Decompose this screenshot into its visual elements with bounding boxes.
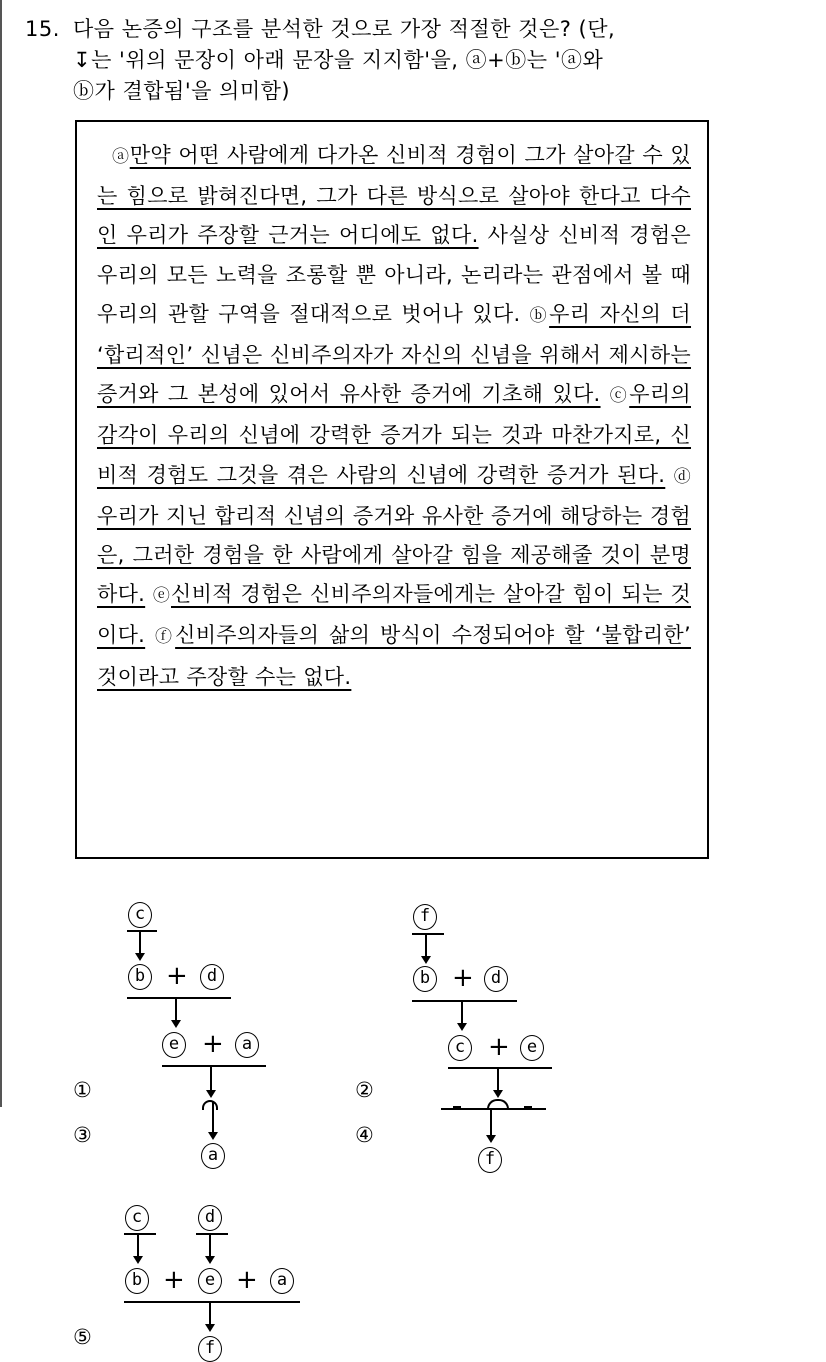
arrow-line bbox=[175, 998, 177, 1020]
bar bbox=[412, 1000, 517, 1002]
choice-2-label[interactable]: ② bbox=[355, 1078, 374, 1102]
arrow-line bbox=[497, 1068, 499, 1090]
question-number: 15. bbox=[25, 17, 60, 41]
node-d: d bbox=[200, 964, 224, 990]
choice-4-label[interactable]: ④ bbox=[355, 1123, 374, 1147]
arrow-line bbox=[210, 1066, 212, 1090]
marker-a: ⓐ bbox=[111, 147, 130, 167]
passage-box bbox=[75, 120, 709, 859]
arrow-down-icon bbox=[205, 1256, 215, 1264]
page-margin-rule bbox=[0, 0, 2, 1107]
node-f: f bbox=[478, 1147, 502, 1173]
node-a: a bbox=[235, 1032, 259, 1058]
node-c: c bbox=[125, 1205, 149, 1231]
plus-sign: + bbox=[236, 1265, 258, 1295]
node-c: c bbox=[128, 902, 152, 928]
arrow-down-icon bbox=[171, 1020, 181, 1028]
node-b: b bbox=[128, 964, 152, 990]
bar bbox=[127, 930, 157, 932]
sentence-b: 우리 자신의 더 ‘합리적인’ 신념은 신비주의자가 자신의 신념을 위해서 제시하는 증거와 그 본성에 있어서 유사한 증거에 기초해 있다. bbox=[97, 301, 692, 407]
plus-sign: + bbox=[166, 961, 188, 991]
arrow-down-icon bbox=[133, 1256, 143, 1264]
arrow-down-icon bbox=[486, 1135, 496, 1143]
sentence-d: 우리가 지닌 합리적 신념의 증거와 유사한 증거에 해당하는 경험은, 그러한 경험을 한 사람에게 살아갈 힘을 제공해줄 것이 분명하다. bbox=[97, 503, 691, 607]
question-line-3: ⓑ가 결합됨'을 의미함) bbox=[73, 79, 291, 103]
arrow-line bbox=[425, 934, 427, 956]
bar bbox=[448, 1067, 552, 1069]
arrow-down-icon bbox=[135, 953, 145, 961]
node-a: a bbox=[270, 1268, 294, 1294]
node-d: d bbox=[198, 1205, 222, 1231]
node-e: e bbox=[520, 1035, 544, 1061]
node-e: e bbox=[162, 1032, 186, 1058]
tick-mark bbox=[453, 1106, 461, 1109]
bar bbox=[412, 933, 444, 935]
node-b: b bbox=[125, 1268, 149, 1294]
arrow-down-icon bbox=[421, 956, 431, 964]
bar bbox=[124, 1301, 300, 1303]
arrow-line bbox=[212, 1102, 214, 1132]
choice-5-label[interactable]: ⑤ bbox=[73, 1325, 92, 1349]
plus-sign: + bbox=[202, 1029, 224, 1059]
marker-f: ⓕ bbox=[154, 627, 176, 648]
sentence-f: 신비주의자들의 삶의 방식이 수정되어야 할 ‘불합리한’ 것이라고 주장할 수는 없다. bbox=[97, 623, 691, 689]
node-d: d bbox=[484, 966, 508, 992]
node-f: f bbox=[198, 1336, 222, 1362]
arc-mark bbox=[202, 1100, 218, 1110]
marker-e: ⓔ bbox=[152, 586, 171, 607]
sentence-e: 신비적 경험은 신비주의자들에게는 살아갈 힘이 되는 것이다. bbox=[97, 582, 691, 648]
tick-mark bbox=[524, 1106, 532, 1109]
marker-d: ⓓ bbox=[673, 466, 691, 487]
arrow-down-icon bbox=[208, 1132, 218, 1140]
question-stem bbox=[25, 14, 805, 107]
arrow-line bbox=[461, 1001, 463, 1023]
arrow-line bbox=[209, 1302, 211, 1324]
bar bbox=[162, 1065, 266, 1067]
arrow-down-icon bbox=[457, 1023, 467, 1031]
passage-text bbox=[97, 136, 691, 697]
choice-3-label[interactable]: ③ bbox=[73, 1123, 92, 1147]
marker-b: ⓑ bbox=[529, 305, 550, 326]
plus-sign: + bbox=[163, 1265, 185, 1295]
marker-c: ⓒ bbox=[609, 386, 630, 407]
question-line-1: 15. 다음 논증의 구조를 분석한 것으로 가장 적절한 것은? (단, bbox=[25, 14, 805, 45]
node-c: c bbox=[448, 1035, 472, 1061]
arrow-line bbox=[137, 1234, 139, 1256]
choice-1-label[interactable]: ① bbox=[73, 1078, 92, 1102]
node-e: e bbox=[198, 1268, 222, 1294]
arrow-down-icon bbox=[493, 1090, 503, 1098]
sentence-c: 우리의 감각이 우리의 신념에 강력한 증거가 되는 것과 마찬가지로, 신비적 경험도 그것을 겪은 사람의 신념에 강력한 증거가 된다. bbox=[97, 382, 691, 487]
arrow-down-icon bbox=[205, 1324, 215, 1332]
arrow-down-icon bbox=[206, 1090, 216, 1098]
arrow-line bbox=[139, 931, 141, 953]
sentence-unmarked: 사실상 신비적 경험은 우리의 모든 노력을 조롱할 뿐 아니라, 논리라는 관점에서 볼 때 우리의 관할 구역을 절대적으로 벗어나 있다. bbox=[97, 223, 691, 326]
plus-sign: + bbox=[488, 1032, 510, 1062]
arrow-line bbox=[209, 1234, 211, 1256]
node-b: b bbox=[413, 966, 437, 992]
bar bbox=[127, 997, 231, 999]
node-a: a bbox=[201, 1143, 225, 1169]
sentence-a: 만약 어떤 사람에게 다가온 신비적 경험이 그가 살아갈 수 있는 힘으로 밝혀진다면, 그가 다른 방식으로 살아야 한다고 다수인 우리가 주장할 근거는 어디에도 없다. bbox=[97, 143, 691, 248]
node-f: f bbox=[413, 904, 437, 930]
arrow-line bbox=[490, 1109, 492, 1135]
question-line-2: ↧는 '위의 문장이 아래 문장을 지지함'을, ⓐ+ⓑ는 'ⓐ와 bbox=[73, 48, 604, 72]
plus-sign: + bbox=[452, 963, 474, 993]
bar bbox=[196, 1233, 228, 1235]
bar bbox=[124, 1233, 156, 1235]
